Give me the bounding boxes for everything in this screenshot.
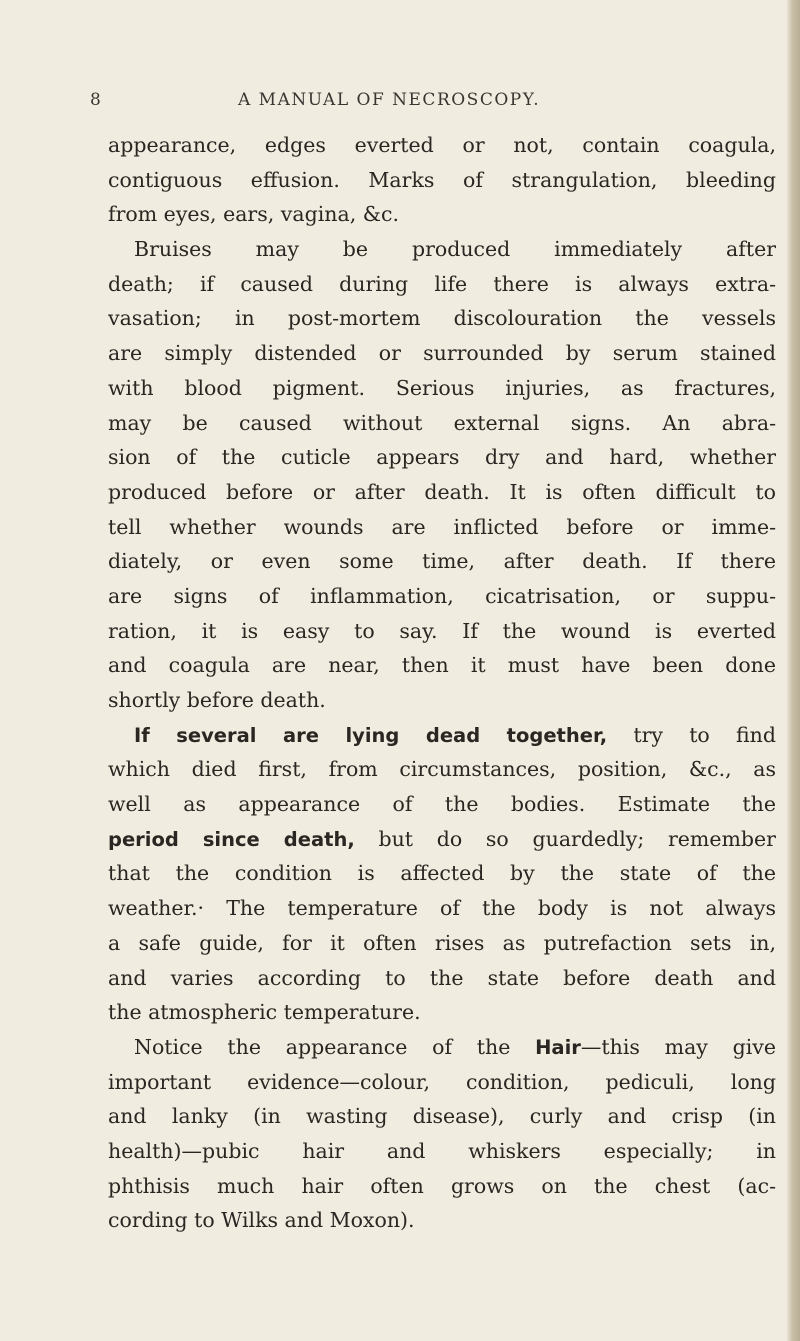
- running-title: A MANUAL OF NECROSCOPY.: [238, 90, 541, 110]
- text-line: phthisis much hair often grows on the chest (ac-: [108, 1173, 776, 1198]
- running-header: [90, 90, 770, 116]
- text-line: tell whether wounds are inflicted before or imme-: [108, 514, 776, 539]
- text-line: contiguous effusion. Marks of strangulation, bleeding: [108, 167, 776, 192]
- text-line: which died first, from circumstances, position, &c., as: [108, 757, 776, 782]
- text-line: appearance, edges everted or not, contain coagula,: [108, 133, 776, 157]
- text-line: weather.· The temperature of the body is not always: [108, 896, 776, 921]
- text-line: and coagula are near, then it must have been done: [108, 653, 776, 678]
- text-line: important evidence—colour, condition, pediculi, long: [108, 1069, 776, 1094]
- text-line: health)—pubic hair and whiskers especially; in: [108, 1138, 776, 1163]
- text-line: vasation; in post-mortem discolouration the vessels: [108, 306, 776, 331]
- text-line: are simply distended or surrounded by serum stained: [108, 341, 776, 366]
- text-line: produced before or after death. It is often difficult to: [108, 479, 776, 504]
- text-line: cording to Wilks and Moxon).: [108, 1208, 415, 1233]
- text-line: death; if caused during life there is always extra-: [108, 271, 776, 296]
- page-number: 8: [90, 90, 102, 110]
- bold-heading: If several are lying dead together,: [134, 723, 608, 747]
- text-line: shortly before death.: [108, 688, 326, 712]
- text-line: a safe guide, for it often rises as putrefaction sets in,: [108, 930, 776, 955]
- bold-heading: Hair: [535, 1035, 581, 1059]
- text-line: well as appearance of the bodies. Estimate the: [108, 792, 776, 817]
- text-line: diately, or even some time, after death. If there: [108, 549, 776, 574]
- text-line: that the condition is affected by the state of the: [108, 861, 776, 886]
- text-line: and varies according to the state before death and: [108, 965, 776, 990]
- page-edge: [786, 0, 800, 1341]
- body-text: [108, 128, 776, 1238]
- text-line: sion of the cuticle appears dry and hard, whether: [108, 445, 776, 470]
- text-line: are signs of inflammation, cicatrisation, or suppu-: [108, 583, 776, 608]
- text-line: the atmospheric temperature.: [108, 1000, 421, 1025]
- paragraph-start-hair: Notice the appearance of the Hair—this may give: [134, 1034, 776, 1059]
- text-line: with blood pigment. Serious injuries, as fractures,: [108, 375, 776, 400]
- paragraph-start-bruises: Bruises may be produced immediately after: [134, 237, 776, 262]
- text-line: from eyes, ears, vagina, &c.: [108, 202, 399, 227]
- text-line: period since death, but do so guardedly; remember: [108, 826, 776, 851]
- bold-heading: period since death,: [108, 827, 355, 851]
- text-line: may be caused without external signs. An abra-: [108, 410, 776, 435]
- text-line: ration, it is easy to say. If the wound is everted: [108, 618, 776, 643]
- paragraph-start-several-dead: If several are lying dead together, try to find: [134, 722, 776, 747]
- text-line: and lanky (in wasting disease), curly and crisp (in: [108, 1104, 776, 1129]
